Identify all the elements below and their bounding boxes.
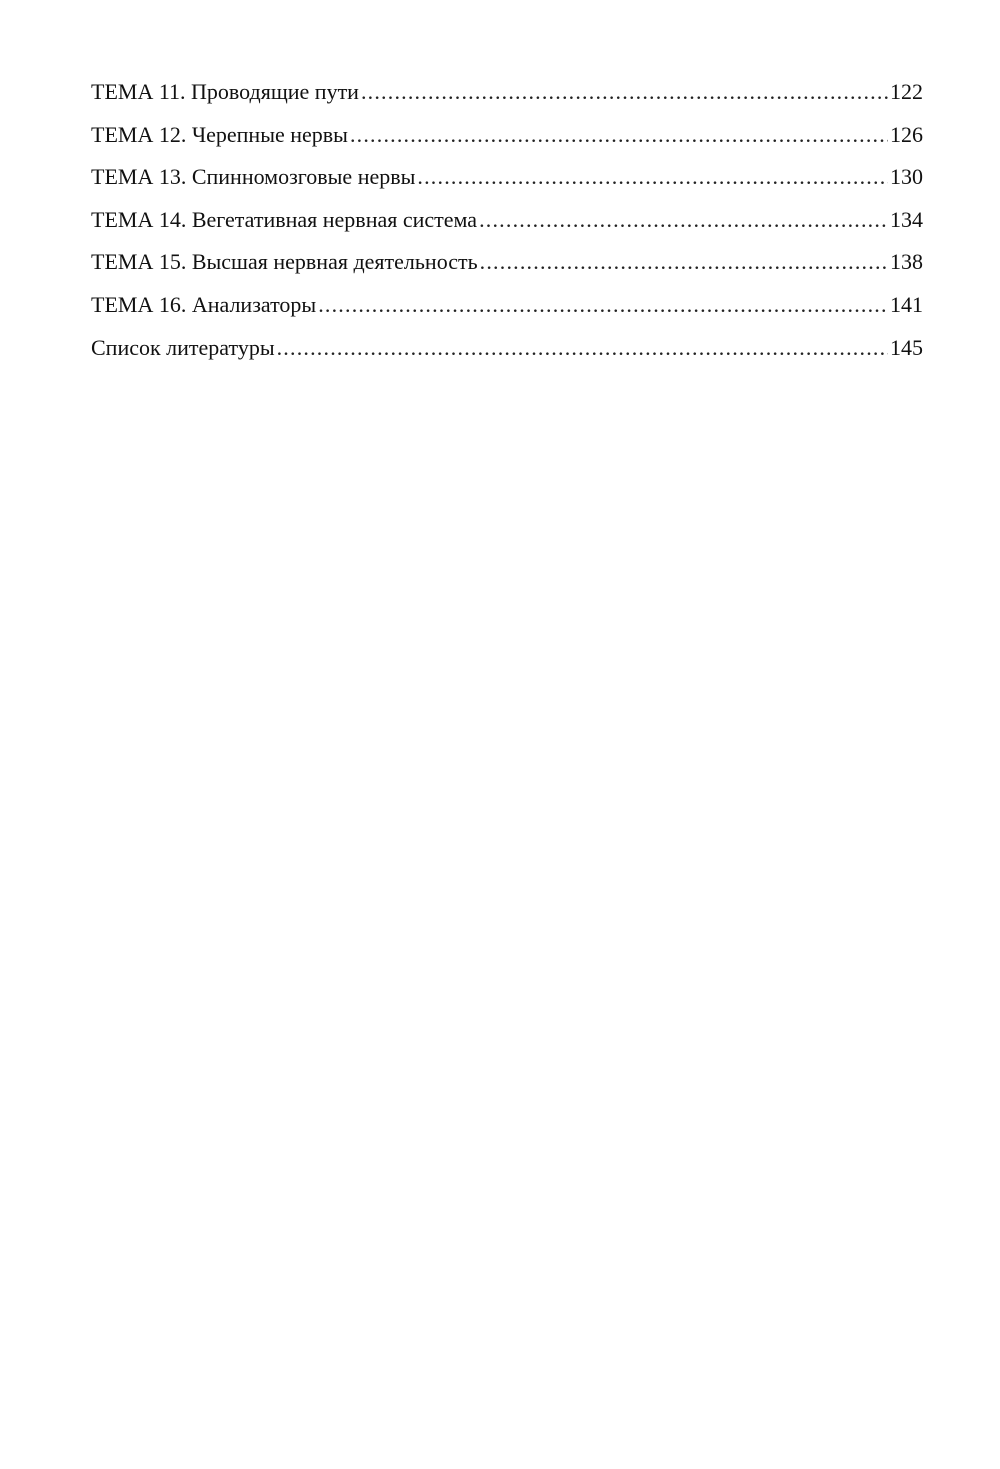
toc-dot-leader [318, 291, 888, 319]
toc-entry-tema-15[interactable] [91, 248, 923, 291]
toc-page-number: 122 [890, 79, 923, 104]
toc-dot-leader [277, 334, 888, 362]
toc-entry-title: ТЕМА 13. Спинномозговые нервы [91, 164, 416, 190]
toc-entry-title: ТЕМА 12. Черепные нервы [91, 121, 348, 147]
toc-page-number: 130 [890, 164, 923, 190]
toc-page-number: 141 [890, 291, 923, 317]
toc-entry-tema-12[interactable] [91, 121, 923, 164]
toc-entry-title: ТЕМА 11. Проводящие пути [91, 79, 359, 104]
toc-dot-leader [350, 121, 888, 149]
toc-entry-title: Список литературы [91, 334, 275, 360]
toc-dot-leader [361, 78, 888, 106]
table-of-contents [91, 78, 923, 376]
toc-entry-title: ТЕМА 14. Вегетативная нервная система [91, 206, 478, 232]
toc-page-number: 134 [890, 206, 923, 232]
toc-dot-leader [480, 248, 888, 276]
toc-page-number: 126 [890, 121, 923, 147]
toc-entry-title: ТЕМА 15. Высшая нервная деятельность [91, 249, 478, 275]
toc-entry-title: ТЕМА 16. Анализаторы [91, 291, 317, 317]
toc-entry-tema-11[interactable] [91, 78, 923, 121]
toc-entry-references[interactable] [91, 334, 923, 377]
toc-dot-leader [479, 206, 888, 234]
toc-entry-tema-16[interactable] [91, 291, 923, 334]
toc-entry-tema-14[interactable] [91, 206, 923, 249]
toc-dot-leader [417, 163, 888, 191]
toc-entry-tema-13[interactable] [91, 163, 923, 206]
toc-page-number: 145 [890, 334, 923, 360]
toc-page-number: 138 [890, 249, 923, 275]
